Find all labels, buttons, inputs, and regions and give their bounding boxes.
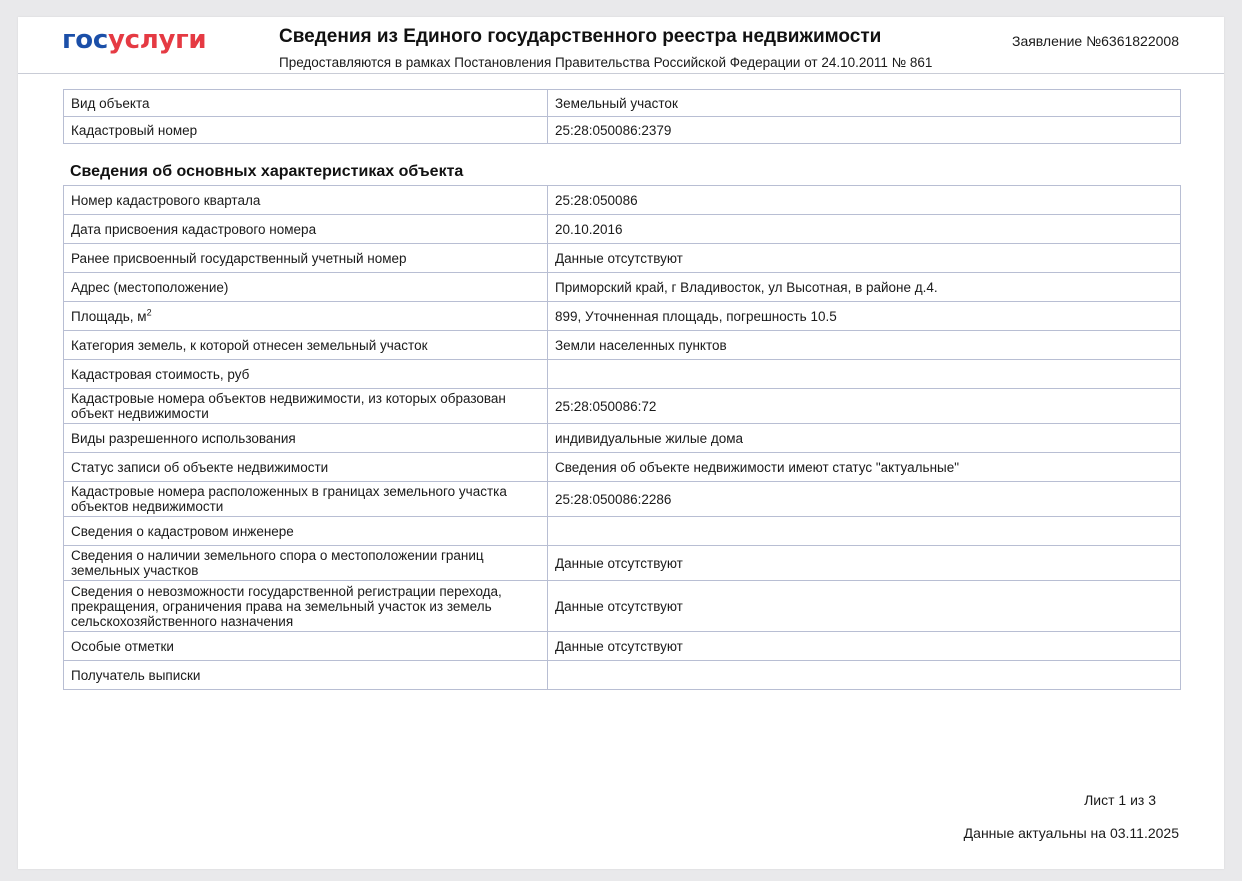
row-label: Сведения о кадастровом инженере — [64, 517, 548, 546]
table-row — [64, 90, 1181, 117]
row-value: 899, Уточненная площадь, погрешность 10.5 — [548, 302, 1181, 331]
row-value — [548, 517, 1181, 546]
row-value: Данные отсутствуют — [548, 581, 1181, 632]
row-label: Вид объекта — [64, 90, 548, 117]
table-row — [64, 302, 1181, 331]
table-row — [64, 424, 1181, 453]
table-row — [64, 273, 1181, 302]
document-header — [18, 17, 1224, 74]
table-row — [64, 581, 1181, 632]
row-label: Номер кадастрового квартала — [64, 186, 548, 215]
table-row — [64, 215, 1181, 244]
table-row — [64, 117, 1181, 144]
row-value: 20.10.2016 — [548, 215, 1181, 244]
table-row — [64, 632, 1181, 661]
row-value: 25:28:050086:72 — [548, 389, 1181, 424]
table-row — [64, 453, 1181, 482]
row-value: 25:28:050086:2286 — [548, 482, 1181, 517]
row-value: Приморский край, г Владивосток, ул Высотная, в районе д.4. — [548, 273, 1181, 302]
row-value: Данные отсутствуют — [548, 546, 1181, 581]
row-label: Адрес (местоположение) — [64, 273, 548, 302]
section-title: Сведения об основных характеристиках объекта — [70, 163, 464, 180]
row-value: Земли населенных пунктов — [548, 331, 1181, 360]
document-sheet — [18, 17, 1224, 869]
row-label: Дата присвоения кадастрового номера — [64, 215, 548, 244]
data-actual-date: Данные актуальны на 03.11.2025 — [963, 825, 1179, 841]
row-value: индивидуальные жилые дома — [548, 424, 1181, 453]
table-row — [64, 244, 1181, 273]
superscript: 2 — [146, 307, 152, 317]
row-label: Ранее присвоенный государственный учетный номер — [64, 244, 548, 273]
row-label: Получатель выписки — [64, 661, 548, 690]
row-label: Площадь, м — [71, 308, 147, 324]
characteristics-table — [63, 185, 1181, 690]
row-label: Сведения о наличии земельного спора о местоположении границ земельных участков — [64, 546, 548, 581]
row-label: Кадастровый номер — [64, 117, 548, 144]
application-number: Заявление №6361822008 — [1011, 33, 1179, 49]
logo-part-uslugi: услуги — [107, 25, 207, 55]
table-row — [64, 546, 1181, 581]
table-row — [64, 331, 1181, 360]
sheet-counter: Лист 1 из 3 — [1084, 792, 1156, 808]
table-row — [64, 186, 1181, 215]
row-value: Данные отсутствуют — [548, 632, 1181, 661]
row-value: Данные отсутствуют — [548, 244, 1181, 273]
object-table — [63, 89, 1181, 144]
document-subtitle: Предоставляются в рамках Постановления Правительства Российской Федерации от 24.10.2011 № 861 — [279, 55, 933, 70]
table-row — [64, 517, 1181, 546]
row-label: Кадастровые номера объектов недвижимости, из которых образован объект недвижимости — [64, 389, 548, 424]
gosuslugi-logo — [62, 25, 206, 55]
row-label: Особые отметки — [64, 632, 548, 661]
table-row — [64, 482, 1181, 517]
row-label: Кадастровые номера расположенных в границах земельного участка объектов недвижимости — [64, 482, 548, 517]
row-label: Статус записи об объекте недвижимости — [64, 453, 548, 482]
row-value: 25:28:050086 — [548, 186, 1181, 215]
row-value: 25:28:050086:2379 — [548, 117, 1181, 144]
table-row — [64, 389, 1181, 424]
document-title: Сведения из Единого государственного реестра недвижимости — [279, 26, 882, 47]
row-label: Виды разрешенного использования — [64, 424, 548, 453]
row-label: Кадастровая стоимость, руб — [64, 360, 548, 389]
table-row — [64, 360, 1181, 389]
row-label: Категория земель, к которой отнесен земельный участок — [64, 331, 548, 360]
row-value: Сведения об объекте недвижимости имеют статус "актуальные" — [548, 453, 1181, 482]
area-label-cell — [64, 302, 548, 331]
table-row — [64, 661, 1181, 690]
row-value: Земельный участок — [548, 90, 1181, 117]
row-value — [548, 661, 1181, 690]
logo-part-gos: гос — [62, 25, 108, 55]
row-label: Сведения о невозможности государственной регистрации перехода, прекращения, ограничения права на земельный участок из земель сельскохозяйственного назначения — [64, 581, 548, 632]
row-value — [548, 360, 1181, 389]
